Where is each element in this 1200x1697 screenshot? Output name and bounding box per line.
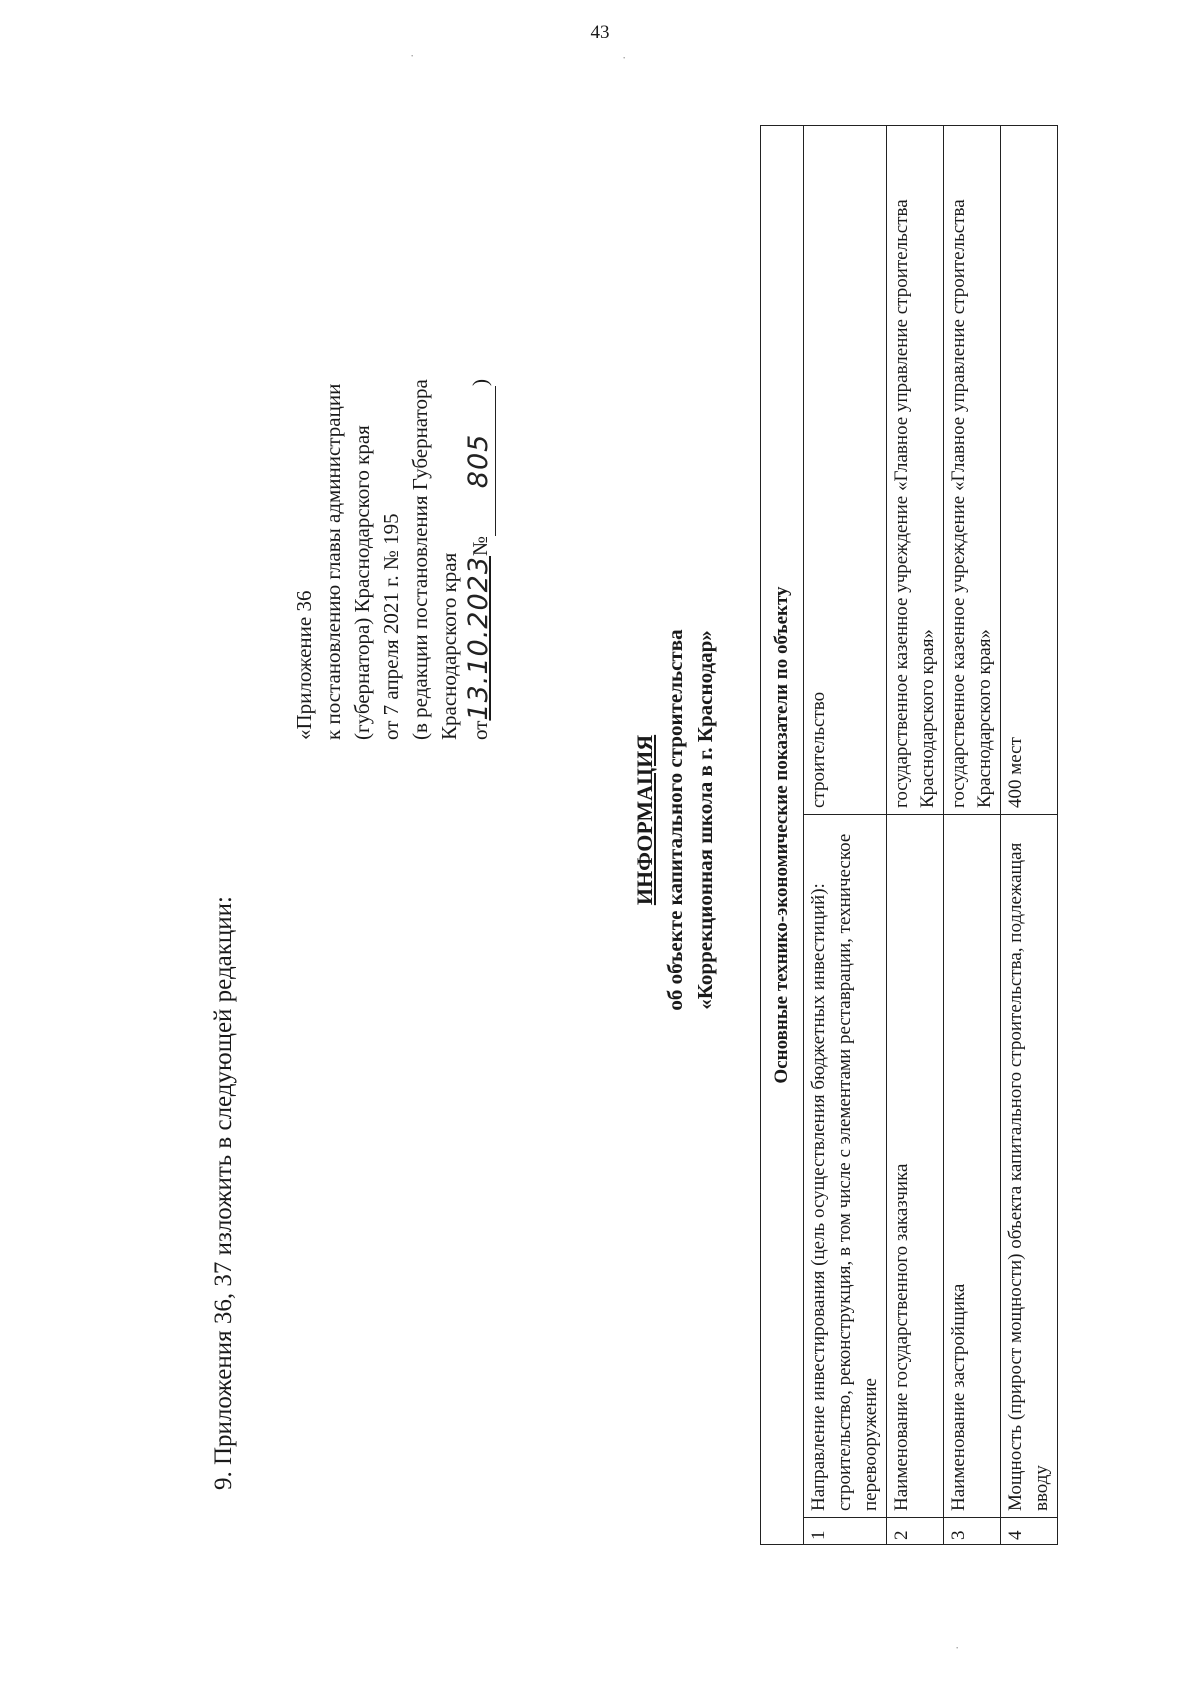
appendix-line-5: (в редакции постановления Губернатора [408,379,432,740]
table-row [944,126,1001,1545]
handwritten-number: 805 [463,433,494,489]
row-number: 2 [887,1518,944,1545]
row-label: Мощность (прирост мощности) объекта капитального строительства, подлежащая вводу [1001,815,1058,1518]
appendix-line-2: к постановлению главы администрации [321,383,345,740]
table-header-row [761,126,804,1545]
table-row [1001,126,1058,1545]
title-line-2: об объекте капитального строительства [663,629,687,1011]
document-title [630,170,720,1470]
title-main: ИНФОРМАЦИЯ [632,734,657,906]
scan-speck: · [622,50,627,65]
row-label: Направление инвестирования (цель осуществления бюджетных инвестиций): строительство, реконструкция, в том числе с элементами реставрации, техническое перевооружение [804,815,887,1518]
row-value: государственное казенное учреждение «Главное управление строительства Краснодарского края» [887,126,944,815]
appendix-line-1: «Приложение 36 [292,590,316,740]
row-value: строительство [804,126,887,815]
row-value: государственное казенное учреждение «Главное управление строительства Краснодарского края» [944,126,1001,815]
appendix-reference-block [290,379,496,740]
table-header: Основные технико-экономические показатели по объекту [761,126,804,1545]
row-number: 4 [1001,1518,1058,1545]
scan-speck: · [410,48,415,63]
row-number: 3 [944,1518,1001,1545]
title-line-3: «Коррекционная школа в г. Краснодар» [693,630,717,1010]
scan-speck: · [955,1640,960,1655]
indicators-table [760,125,1058,1545]
handwritten-date: 13.10.2023 [463,556,494,721]
closing-parenthesis: ) [468,378,492,386]
row-value: 400 мест [1001,126,1058,815]
table-row [887,126,944,1545]
appendix-line-6: Краснодарского края [437,552,461,740]
appendix-line-4: от 7 апреля 2021 г. № 195 [379,513,403,740]
appendix-line-3: (губернатора) Краснодарского края [350,425,374,740]
from-label: от [468,720,492,740]
table-row [804,126,887,1545]
row-number: 1 [804,1518,887,1545]
page-number: 43 [590,22,610,43]
row-label: Наименование государственного заказчика [887,815,944,1518]
number-label: № [468,535,492,556]
row-label: Наименование застройщика [944,815,1001,1518]
intro-text: 9. Приложения 36, 37 изложить в следующей редакции: [210,896,237,1490]
rotated-page-content [130,70,1170,1630]
appendix-date-number-line [464,379,496,740]
